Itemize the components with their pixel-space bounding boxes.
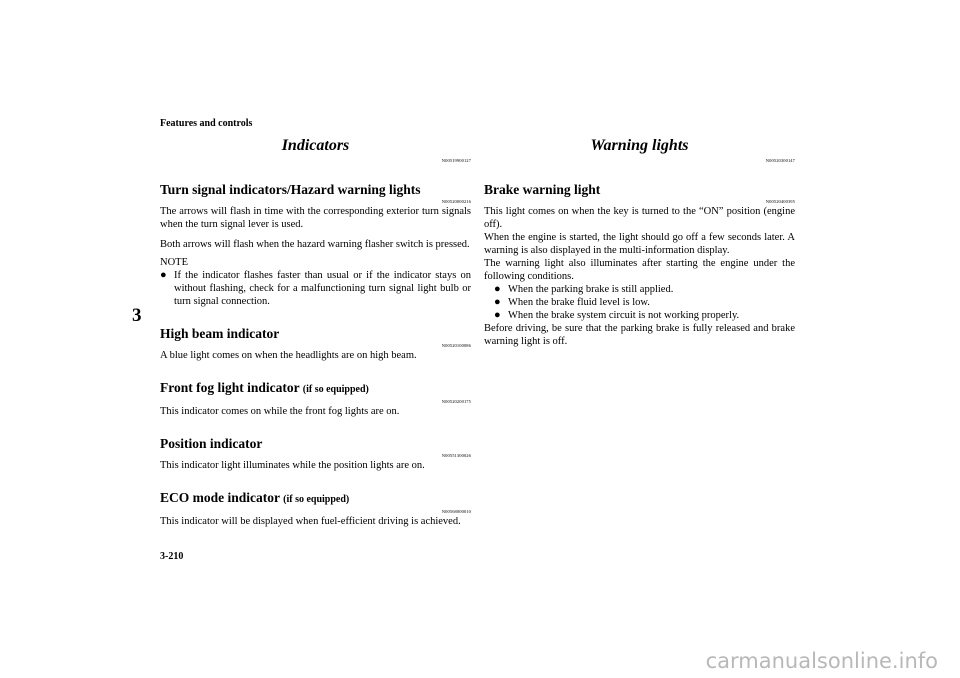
- indicators-column: [160, 136, 471, 528]
- eco-mode-heading: [160, 490, 471, 508]
- front-fog-heading: [160, 380, 471, 398]
- indicators-code: N00519900127: [441, 158, 471, 163]
- high-beam-text: A blue light comes on when the headlights are on high beam.: [160, 350, 417, 361]
- brake-bullet: [484, 296, 795, 309]
- brake-bullet-text: When the parking brake is still applied.: [508, 284, 674, 295]
- brake-bullet: [484, 283, 795, 296]
- brake-bullet-text: When the brake system circuit is not working properly.: [508, 310, 740, 321]
- front-fog-heading-text: Front fog light indicator: [160, 380, 300, 395]
- brake-bullet: [484, 309, 795, 322]
- position-text: This indicator light illuminates while the position lights are on.: [160, 460, 425, 471]
- warning-lights-column: [484, 136, 795, 348]
- front-fog-code: N00520200175: [441, 399, 471, 404]
- eco-mode-heading-text: ECO mode indicator: [160, 490, 280, 505]
- turn-signal-paragraph-1: The arrows will flash in time with the corresponding exterior turn signals when the turn signal lever is used.: [160, 206, 471, 230]
- bullet-icon: ●: [494, 309, 501, 321]
- brake-paragraph-4: Before driving, be sure that the parking brake is fully released and brake warning light is off.: [484, 323, 795, 347]
- eco-mode-code: N00568000010: [441, 509, 471, 514]
- warning-lights-code: N00520300147: [765, 158, 795, 163]
- high-beam-heading: High beam indicator: [160, 326, 280, 341]
- note-label: NOTE: [160, 257, 188, 268]
- note-bullet-text: If the indicator flashes faster than usual or if the indicator stays on without flashing, check for a malfunctioning turn signal light bulb or turn signal connection.: [174, 270, 471, 307]
- turn-signal-paragraph-2: Both arrows will flash when the hazard warning flasher switch is pressed.: [160, 239, 470, 250]
- brake-paragraph-1: This light comes on when the key is turned to the “ON” position (engine off).: [484, 206, 795, 230]
- bullet-icon: ●: [494, 283, 501, 295]
- eco-mode-heading-suffix: (if so equipped): [283, 494, 350, 505]
- turn-signal-heading: Turn signal indicators/Hazard warning lights: [160, 182, 421, 197]
- bullet-icon: ●: [160, 269, 167, 281]
- turn-signal-code: N00520000216: [441, 199, 471, 204]
- brake-paragraph-3: The warning light also illuminates after starting the engine under the following conditions.: [484, 258, 795, 282]
- eco-mode-text: This indicator will be displayed when fuel-efficient driving is achieved.: [160, 516, 461, 527]
- page-number: 3-210: [160, 551, 184, 562]
- front-fog-heading-suffix: (if so equipped): [302, 384, 369, 395]
- brake-warning-heading: Brake warning light: [484, 182, 601, 197]
- brake-paragraph-2: When the engine is started, the light should go off a few seconds later. A warning is also displayed in the multi-information display.: [484, 232, 795, 256]
- position-code: N00551300026: [441, 453, 471, 458]
- running-header: Features and controls: [160, 118, 253, 129]
- brake-warning-code: N00520400395: [765, 199, 795, 204]
- brake-bullet-text: When the brake fluid level is low.: [508, 297, 650, 308]
- warning-lights-title: Warning lights: [590, 137, 689, 154]
- chapter-tab: 3: [132, 305, 142, 326]
- front-fog-text: This indicator comes on while the front fog lights are on.: [160, 406, 400, 417]
- note-bullet: [160, 269, 471, 308]
- position-heading: Position indicator: [160, 436, 263, 451]
- high-beam-code: N00520100086: [441, 343, 471, 348]
- bullet-icon: ●: [494, 296, 501, 308]
- indicators-title: Indicators: [281, 137, 350, 154]
- watermark: carmanualsonline.info: [705, 649, 938, 673]
